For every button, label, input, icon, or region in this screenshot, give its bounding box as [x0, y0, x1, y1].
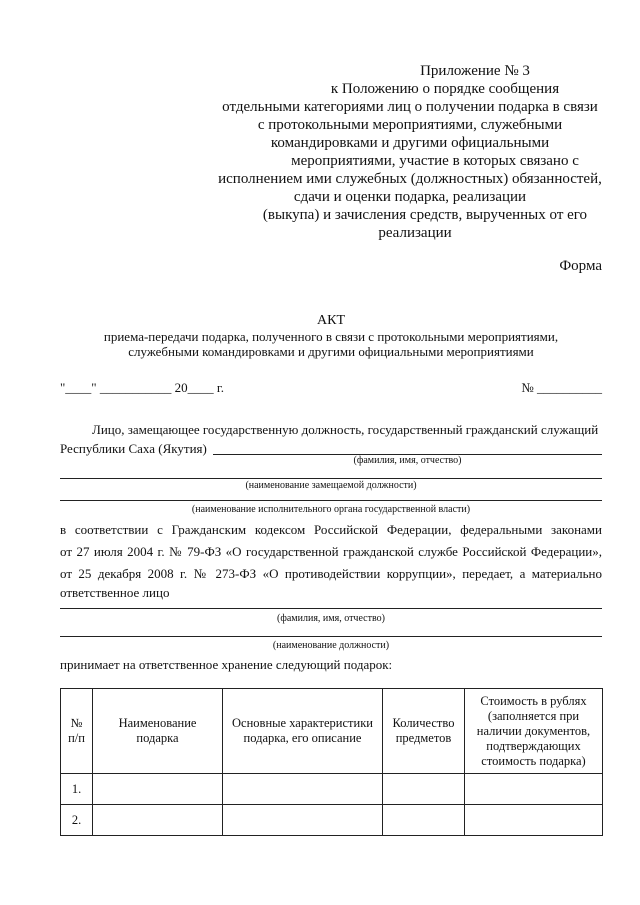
table-row: [61, 774, 603, 805]
col-header-num: № п/п: [61, 689, 93, 774]
appendix-line: (выкупа) и зачисления средств, вырученных от его: [262, 207, 588, 223]
cell-name[interactable]: [93, 774, 223, 805]
appendix-line: командировками и другими официальными: [270, 135, 550, 151]
appendix-line: сдачи и оценки подарка, реализации: [293, 189, 527, 205]
appendix-line: отдельными категориями лиц о получении подарка в связи: [222, 99, 598, 115]
act-subtitle: [60, 329, 602, 359]
person-text-line1: Лицо, замещающее государственную должность, государственный гражданский служащий: [92, 422, 599, 437]
responsible-position-input-line[interactable]: [60, 636, 602, 637]
act-subtitle-line2: служебными командировками и другими официальными мероприятиями: [128, 344, 534, 359]
form-label: Форма: [559, 258, 602, 274]
appendix-line: мероприятиями, участие в которых связано с: [291, 153, 579, 169]
cell-quantity[interactable]: [383, 774, 465, 805]
appendix-block: [200, 62, 620, 242]
table-header-row: [61, 689, 603, 774]
hint-organ: (наименование исполнительного органа государственной власти): [191, 504, 471, 515]
act-heading: АКТ: [317, 313, 345, 328]
act-number-field[interactable]: № __________: [521, 380, 602, 395]
col-header-description: Основные характеристики подарка, его описание: [223, 689, 383, 774]
appendix-line: Приложение № 3: [420, 63, 530, 79]
responsible-fio-input-line[interactable]: [60, 608, 602, 609]
row-number: 1.: [61, 774, 93, 805]
person-position-input-line[interactable]: [60, 478, 602, 479]
col-header-name: Наименование подарка: [93, 689, 223, 774]
cell-quantity[interactable]: [383, 805, 465, 836]
legal-text-line3: от 25 декабря 2008 г. № 273-ФЗ «О противодействии коррупции», передает, а материально: [60, 566, 602, 581]
cell-cost[interactable]: [465, 805, 603, 836]
accepts-text: принимает на ответственное хранение следующий подарок:: [60, 657, 393, 672]
row-number: 2.: [61, 805, 93, 836]
appendix-line: с протокольными мероприятиями, служебными: [257, 117, 563, 133]
gifts-table: [60, 688, 603, 836]
person-organ-input-line[interactable]: [60, 500, 602, 501]
hint-fio: (фамилия, имя, отчество): [353, 455, 462, 466]
person-text-line2: Республики Саха (Якутия): [60, 441, 207, 456]
legal-text-line2: от 27 июля 2004 г. № 79-ФЗ «О государственной гражданской службе Российской Федерации»,: [60, 544, 602, 559]
date-field[interactable]: "____" ___________ 20____ г.: [60, 380, 224, 395]
hint-responsible-position: (наименование должности): [272, 640, 390, 651]
appendix-line: к Положению о порядке сообщения: [330, 81, 560, 97]
act-subtitle-line1: приема-передачи подарка, полученного в связи с протокольными мероприятиями,: [103, 329, 559, 344]
cell-description[interactable]: [223, 774, 383, 805]
appendix-line: реализации: [378, 225, 452, 241]
cell-name[interactable]: [93, 805, 223, 836]
appendix-line: исполнением ими служебных (должностных) обязанностей,: [218, 171, 602, 187]
col-header-quantity: Количество предметов: [383, 689, 465, 774]
hint-responsible-fio: (фамилия, имя, отчество): [277, 613, 385, 624]
legal-text-line4: ответственное лицо: [60, 585, 170, 600]
col-header-cost: Стоимость в рублях (заполняется при наличии документов, подтверждающих стоимость подарка): [465, 689, 603, 774]
hint-position: (наименование замещаемой должности): [245, 480, 417, 491]
cell-description[interactable]: [223, 805, 383, 836]
table-row: [61, 805, 603, 836]
cell-cost[interactable]: [465, 774, 603, 805]
legal-text-line1: в соответствии с Гражданским кодексом Российской Федерации, федеральными законами: [60, 522, 602, 537]
